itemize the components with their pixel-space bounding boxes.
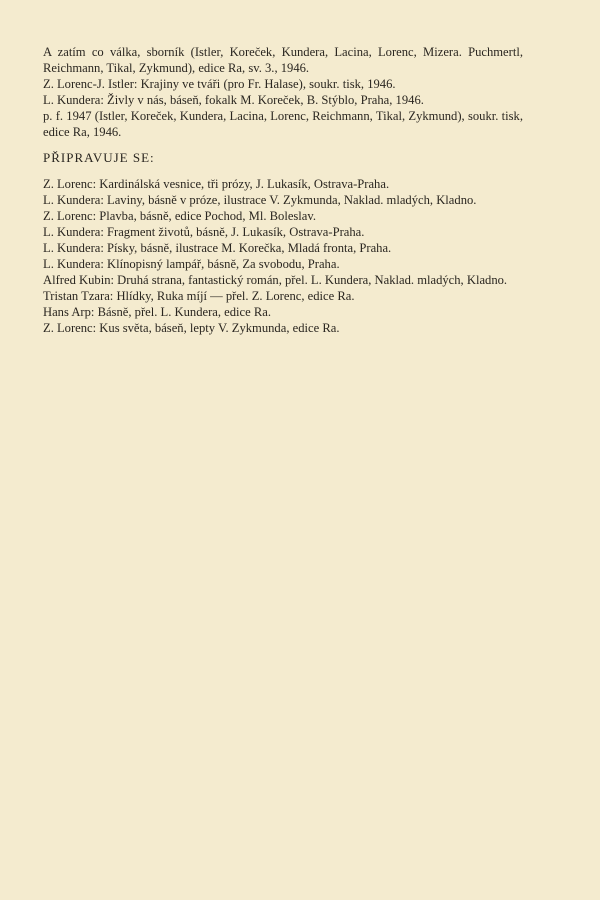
upcoming-entry: L. Kundera: Fragment životů, básně, J. Lukasík, Ostrava-Praha. xyxy=(43,225,365,239)
upcoming-entry: L. Kundera: Laviny, básně v próze, ilustrace V. Zykmunda, Naklad. mladých, Kladno. xyxy=(43,193,477,207)
upcoming-entry: L. Kundera: Klínopisný lampář, básně, Za svobodu, Praha. xyxy=(43,257,340,271)
upcoming-entry: Z. Lorenc: Kardinálská vesnice, tři prózy, J. Lukasík, Ostrava-Praha. xyxy=(43,177,390,191)
upcoming-entry: Z. Lorenc: Kus světa, báseň, lepty V. Zykmunda, edice Ra. xyxy=(43,321,340,335)
published-entry: L. Kundera: Živly v nás, báseň, fokalk M. Koreček, B. Stýblo, Praha, 1946. xyxy=(43,93,424,107)
upcoming-list xyxy=(43,176,523,336)
published-entry: Z. Lorenc-J. Istler: Krajiny ve tváři (pro Fr. Halase), soukr. tisk, 1946. xyxy=(43,77,396,91)
upcoming-entry: Z. Lorenc: Plavba, básně, edice Pochod, Ml. Boleslav. xyxy=(43,209,317,223)
published-entry: p. f. 1947 (Istler, Koreček, Kundera, Lacina, Lorenc, Reichmann, Tikal, Zykmund), soukr. tisk, edice Ra, 1946. xyxy=(43,109,523,139)
upcoming-entry: Tristan Tzara: Hlídky, Ruka míjí — přel. Z. Lorenc, edice Ra. xyxy=(43,289,355,303)
upcoming-entry: L. Kundera: Písky, básně, ilustrace M. Korečka, Mladá fronta, Praha. xyxy=(43,241,392,255)
published-entry: A zatím co válka, sborník (Istler, Koreček, Kundera, Lacina, Lorenc, Mizera. Puchmertl, Reichmann, Tikal, Zykmund), edice Ra, sv. 3., 1946. xyxy=(43,45,523,75)
upcoming-entry: Hans Arp: Básně, přel. L. Kundera, edice Ra. xyxy=(43,305,272,319)
section-heading: PŘIPRAVUJE SE: xyxy=(43,150,155,165)
upcoming-entry: Alfred Kubin: Druhá strana, fantastický román, přel. L. Kundera, Naklad. mladých, Kladno. xyxy=(43,273,508,287)
published-list xyxy=(43,44,523,140)
bibliography-text xyxy=(43,44,523,336)
